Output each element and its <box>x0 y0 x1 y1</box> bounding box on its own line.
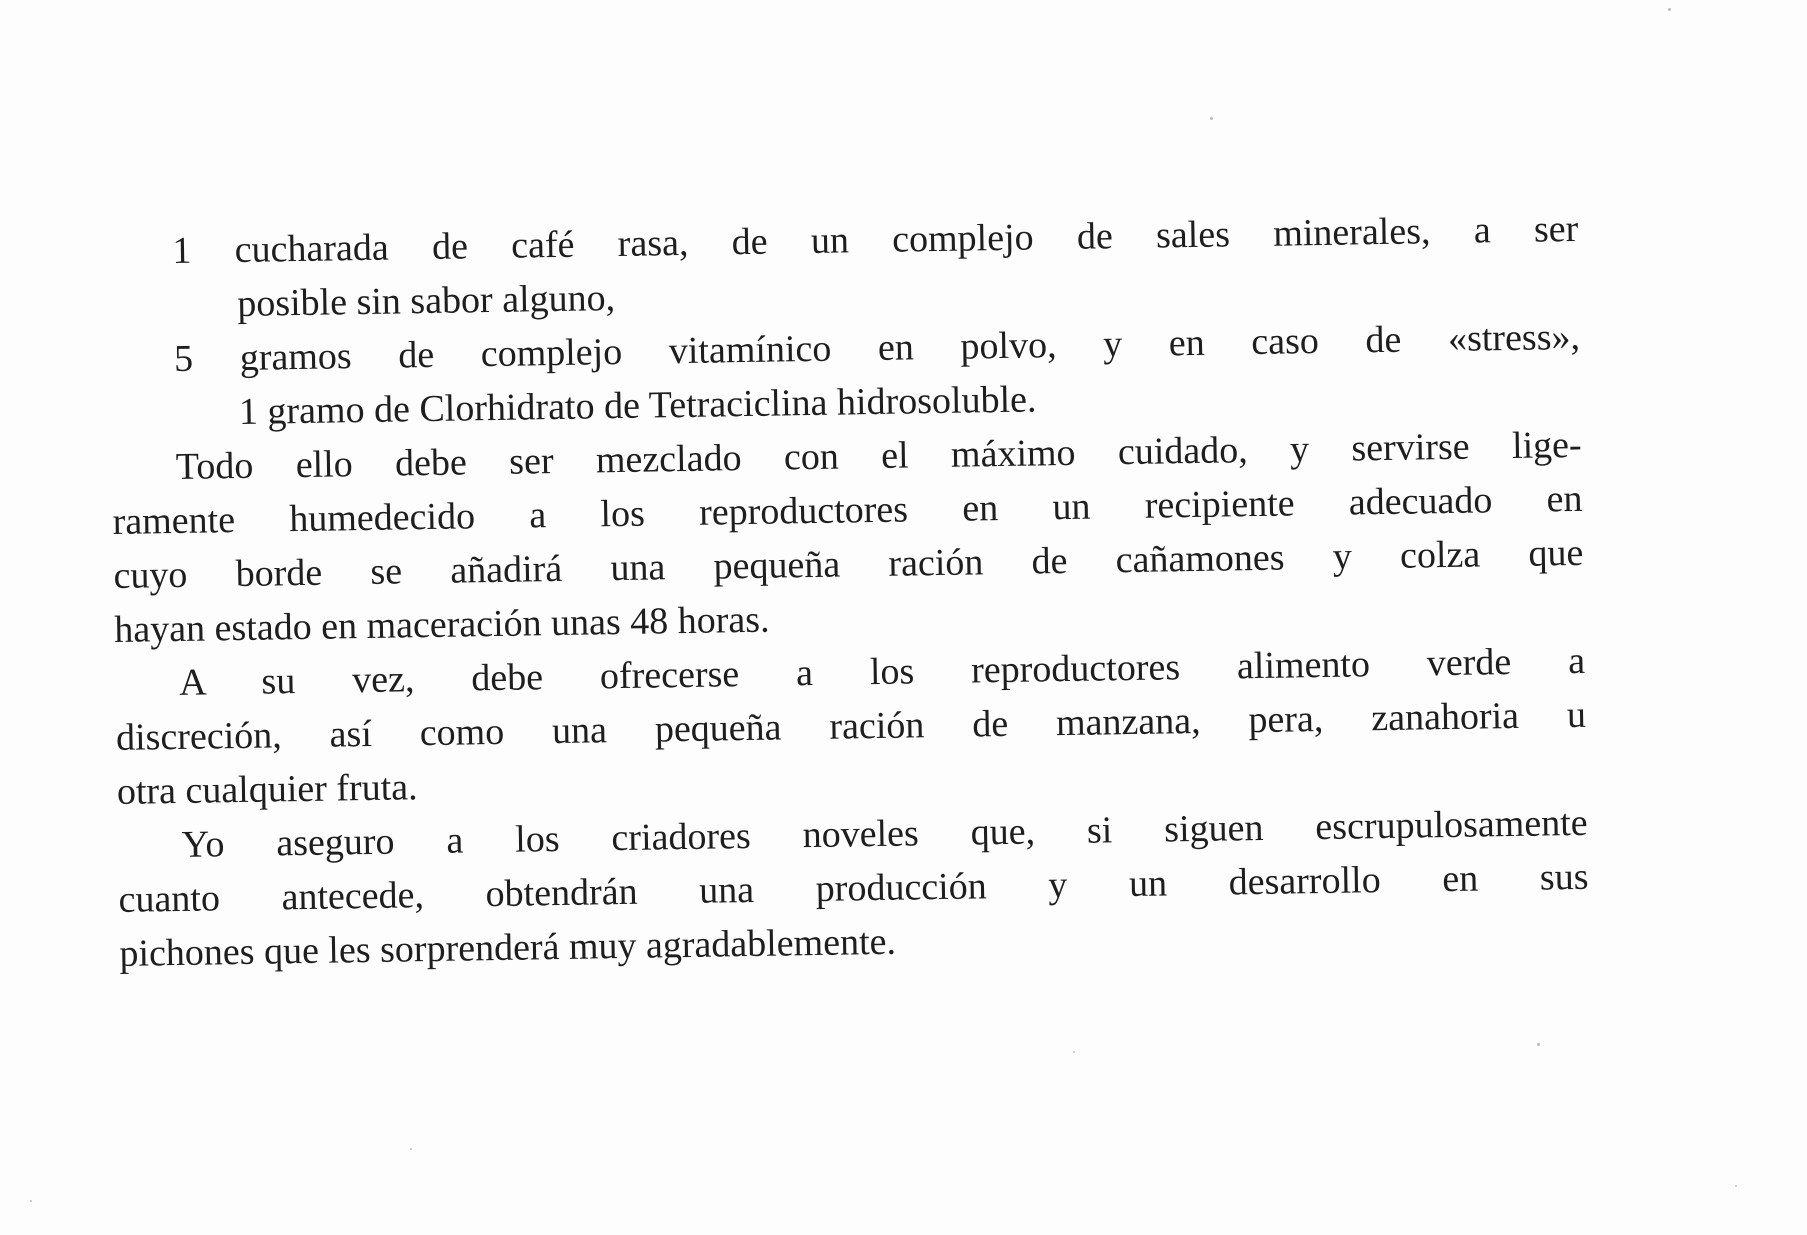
text-line: ramente humedecido a los reproductores en un recipiente adecuado en <box>112 477 1583 543</box>
text-line: posible sin sabor alguno, <box>236 277 616 325</box>
text-line: cuanto antecede, obtendrán una producción y un desarrollo en sus <box>118 855 1589 921</box>
text-line: A su vez, debe ofrecerse a los reproductores alimento verde a <box>178 639 1586 704</box>
text-line: pichones que les sorprenderá muy agradablemente. <box>119 920 897 975</box>
scan-speck <box>1210 117 1213 120</box>
text-line: Todo ello debe ser mezclado con el máximo cuidado, y servirse lige- <box>175 423 1582 488</box>
scan-speck <box>410 1148 412 1150</box>
body-text <box>108 202 1589 975</box>
scan-speck <box>1735 1185 1737 1187</box>
scan-speck <box>1537 1043 1540 1046</box>
scan-speck <box>30 1200 32 1202</box>
text-line: 1 cucharada de café rasa, de un complejo de sales minerales, a ser <box>172 207 1579 272</box>
text-line: 1 gramo de Clorhidrato de Tetraciclina hidrosoluble. <box>238 378 1037 433</box>
scan-speck <box>1073 1051 1075 1053</box>
scan-speck <box>1668 8 1671 11</box>
text-line: discreción, así como una pequeña ración de manzana, pera, zanahoria u <box>115 693 1587 759</box>
text-line: 5 gramos de complejo vitamínico en polvo, y en caso de «stress», <box>173 315 1581 380</box>
text-line: cuyo borde se añadirá una pequeña ración de cañamones y colza que <box>113 531 1584 597</box>
text-line: hayan estado en maceración unas 48 horas. <box>114 598 770 651</box>
text-line: otra cualquier fruta. <box>116 766 418 813</box>
text-line: Yo aseguro a los criadores noveles que, si siguen escrupulosamente <box>181 801 1588 866</box>
